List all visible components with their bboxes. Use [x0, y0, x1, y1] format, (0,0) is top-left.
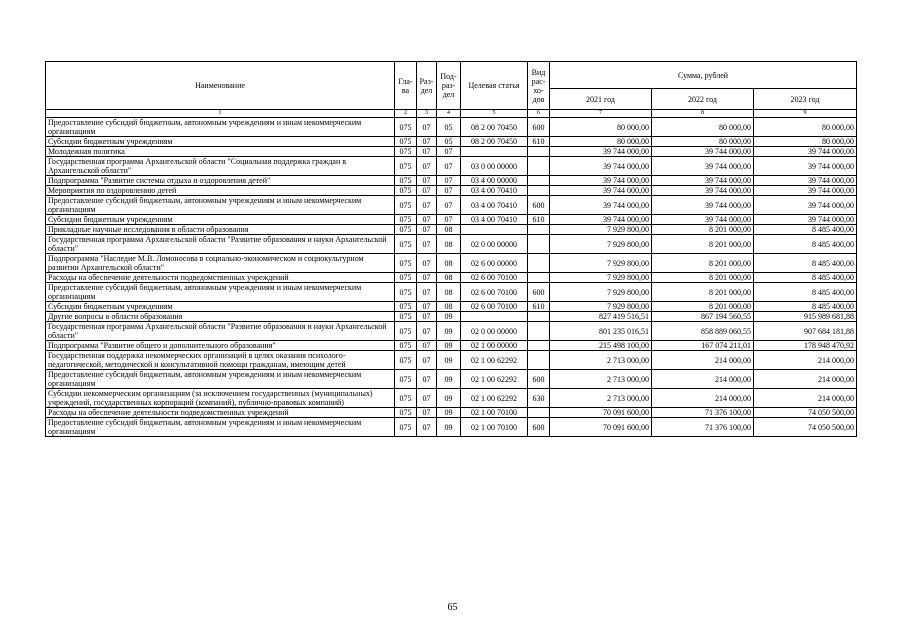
column-number: 1 — [46, 110, 395, 118]
table-row — [46, 273, 857, 283]
cell-amount-2023: 8 485 400,00 — [754, 283, 857, 302]
cell-chapter: 075 — [395, 273, 417, 283]
table-row — [46, 176, 857, 186]
header-year-2022: 2022 год — [652, 89, 754, 110]
cell-chapter: 075 — [395, 322, 417, 341]
cell-amount-2023: 80 000,00 — [754, 137, 857, 147]
cell-target-item: 02 6 00 70100 — [461, 302, 528, 312]
cell-name: Предоставление субсидий бюджетным, автономным учреждениям и иным некоммерческим организациям — [46, 370, 395, 389]
cell-expense-type: 600 — [528, 418, 550, 437]
cell-amount-2023: 39 744 000,00 — [754, 157, 857, 176]
header-year-2023: 2023 год — [754, 89, 857, 110]
cell-section: 07 — [417, 418, 437, 437]
cell-amount-2021: 39 744 000,00 — [550, 196, 652, 215]
cell-subsection: 07 — [437, 176, 461, 186]
cell-section: 07 — [417, 176, 437, 186]
cell-name: Субсидии некоммерческим организациям (за исключением государственных (муниципальных) учреждений, государственных корпораций (компаний), публично-правовых компаний) — [46, 389, 395, 408]
cell-amount-2021: 80 000,00 — [550, 137, 652, 147]
cell-amount-2021: 2 713 000,00 — [550, 389, 652, 408]
cell-section: 07 — [417, 235, 437, 254]
cell-subsection: 05 — [437, 137, 461, 147]
cell-amount-2021: 39 744 000,00 — [550, 176, 652, 186]
table-row — [46, 235, 857, 254]
cell-name: Субсидии бюджетным учреждениям — [46, 137, 395, 147]
cell-name: Субсидии бюджетным учреждениям — [46, 302, 395, 312]
cell-subsection: 09 — [437, 370, 461, 389]
cell-name: Субсидии бюджетным учреждениям — [46, 215, 395, 225]
cell-expense-type — [528, 312, 550, 322]
cell-target-item: 08 2 00 70450 — [461, 118, 528, 137]
cell-chapter: 075 — [395, 176, 417, 186]
cell-subsection: 08 — [437, 302, 461, 312]
cell-amount-2021: 827 419 516,51 — [550, 312, 652, 322]
cell-name: Предоставление субсидий бюджетным, автономным учреждениям и иным некоммерческим организациям — [46, 418, 395, 437]
cell-amount-2022: 8 201 000,00 — [652, 225, 754, 235]
cell-name: Подпрограмма "Развитие общего и дополнительного образования" — [46, 341, 395, 351]
cell-name: Мероприятия по оздоровлению детей — [46, 186, 395, 196]
cell-amount-2022: 71 376 100,00 — [652, 408, 754, 418]
table-row — [46, 186, 857, 196]
cell-expense-type: 610 — [528, 137, 550, 147]
cell-target-item: 02 1 00 62292 — [461, 389, 528, 408]
cell-expense-type — [528, 235, 550, 254]
cell-amount-2023: 214 000,00 — [754, 370, 857, 389]
cell-amount-2022: 867 194 560,55 — [652, 312, 754, 322]
cell-name: Подпрограмма "Развитие системы отдыха и оздоровления детей" — [46, 176, 395, 186]
cell-chapter: 075 — [395, 254, 417, 273]
cell-target-item: 02 6 00 70100 — [461, 283, 528, 302]
cell-amount-2021: 2 713 000,00 — [550, 351, 652, 370]
cell-target-item: 02 0 00 00000 — [461, 235, 528, 254]
cell-amount-2022: 8 201 000,00 — [652, 302, 754, 312]
header-section: Раз-дел — [417, 62, 437, 110]
table-row — [46, 147, 857, 157]
cell-target-item — [461, 312, 528, 322]
cell-chapter: 075 — [395, 196, 417, 215]
table-row — [46, 389, 857, 408]
cell-expense-type — [528, 273, 550, 283]
cell-chapter: 075 — [395, 302, 417, 312]
cell-amount-2022: 214 000,00 — [652, 351, 754, 370]
cell-target-item: 02 1 00 70100 — [461, 408, 528, 418]
table-header — [46, 62, 857, 118]
cell-amount-2021: 7 929 800,00 — [550, 273, 652, 283]
cell-amount-2021: 7 929 800,00 — [550, 302, 652, 312]
cell-target-item: 03 4 00 70410 — [461, 215, 528, 225]
cell-subsection: 07 — [437, 157, 461, 176]
cell-target-item: 02 0 00 00000 — [461, 322, 528, 341]
cell-name: Предоставление субсидий бюджетным, автономным учреждениям и иным некоммерческим организациям — [46, 118, 395, 137]
table-row — [46, 408, 857, 418]
cell-amount-2023: 8 485 400,00 — [754, 225, 857, 235]
header-chapter: Гла-ва — [395, 62, 417, 110]
cell-chapter: 075 — [395, 389, 417, 408]
cell-section: 07 — [417, 302, 437, 312]
table-row — [46, 157, 857, 176]
cell-name: Другие вопросы в области образования — [46, 312, 395, 322]
cell-name: Предоставление субсидий бюджетным, автономным учреждениям и иным некоммерческим организациям — [46, 196, 395, 215]
table-row — [46, 341, 857, 351]
cell-amount-2021: 2 713 000,00 — [550, 370, 652, 389]
header-expense-type: Вид рас-хо-дов — [528, 62, 550, 110]
cell-chapter: 075 — [395, 235, 417, 254]
cell-amount-2023: 39 744 000,00 — [754, 215, 857, 225]
cell-section: 07 — [417, 215, 437, 225]
cell-amount-2021: 70 091 600,00 — [550, 418, 652, 437]
cell-section: 07 — [417, 370, 437, 389]
cell-amount-2021: 801 235 016,51 — [550, 322, 652, 341]
cell-amount-2022: 39 744 000,00 — [652, 176, 754, 186]
cell-target-item: 03 4 00 00000 — [461, 176, 528, 186]
table-row — [46, 118, 857, 137]
cell-amount-2023: 8 485 400,00 — [754, 302, 857, 312]
cell-expense-type — [528, 176, 550, 186]
cell-amount-2022: 80 000,00 — [652, 118, 754, 137]
cell-amount-2023: 178 948 470,92 — [754, 341, 857, 351]
cell-amount-2021: 7 929 800,00 — [550, 254, 652, 273]
cell-chapter: 075 — [395, 118, 417, 137]
cell-subsection: 08 — [437, 283, 461, 302]
cell-amount-2023: 74 050 500,00 — [754, 418, 857, 437]
column-number: 4 — [437, 110, 461, 118]
column-number-row — [46, 110, 857, 118]
cell-name: Расходы на обеспечение деятельности подведомственных учреждений — [46, 273, 395, 283]
cell-section: 07 — [417, 186, 437, 196]
cell-amount-2021: 39 744 000,00 — [550, 147, 652, 157]
cell-amount-2022: 858 889 060,55 — [652, 322, 754, 341]
cell-amount-2022: 8 201 000,00 — [652, 273, 754, 283]
cell-amount-2022: 214 000,00 — [652, 370, 754, 389]
cell-subsection: 09 — [437, 389, 461, 408]
cell-chapter: 075 — [395, 370, 417, 389]
cell-target-item: 03 4 00 70410 — [461, 186, 528, 196]
cell-amount-2021: 70 091 600,00 — [550, 408, 652, 418]
cell-subsection: 08 — [437, 254, 461, 273]
cell-amount-2023: 80 000,00 — [754, 118, 857, 137]
cell-section: 07 — [417, 341, 437, 351]
cell-amount-2022: 39 744 000,00 — [652, 157, 754, 176]
cell-target-item: 02 1 00 62292 — [461, 370, 528, 389]
cell-expense-type: 600 — [528, 370, 550, 389]
column-number: 2 — [395, 110, 417, 118]
cell-expense-type: 610 — [528, 215, 550, 225]
table-row — [46, 254, 857, 273]
cell-target-item: 02 1 00 62292 — [461, 351, 528, 370]
cell-subsection: 09 — [437, 341, 461, 351]
cell-chapter: 075 — [395, 137, 417, 147]
cell-expense-type — [528, 322, 550, 341]
cell-chapter: 075 — [395, 157, 417, 176]
cell-amount-2022: 39 744 000,00 — [652, 186, 754, 196]
cell-amount-2023: 915 989 681,88 — [754, 312, 857, 322]
cell-section: 07 — [417, 225, 437, 235]
page-number: 65 — [447, 602, 458, 613]
cell-amount-2022: 214 000,00 — [652, 389, 754, 408]
cell-expense-type — [528, 225, 550, 235]
cell-amount-2023: 214 000,00 — [754, 351, 857, 370]
cell-amount-2022: 71 376 100,00 — [652, 418, 754, 437]
cell-expense-type: 600 — [528, 196, 550, 215]
cell-chapter: 075 — [395, 147, 417, 157]
cell-target-item — [461, 147, 528, 157]
cell-chapter: 075 — [395, 351, 417, 370]
cell-section: 07 — [417, 254, 437, 273]
cell-name: Государственная программа Архангельской области "Социальная поддержка граждан в Архангельской области" — [46, 157, 395, 176]
cell-amount-2022: 39 744 000,00 — [652, 147, 754, 157]
cell-amount-2021: 7 929 800,00 — [550, 235, 652, 254]
cell-amount-2023: 907 684 181,88 — [754, 322, 857, 341]
cell-amount-2022: 167 074 211,01 — [652, 341, 754, 351]
header-year-2021: 2021 год — [550, 89, 652, 110]
cell-amount-2023: 8 485 400,00 — [754, 235, 857, 254]
cell-section: 07 — [417, 322, 437, 341]
table-row — [46, 225, 857, 235]
cell-subsection: 08 — [437, 273, 461, 283]
cell-expense-type — [528, 351, 550, 370]
cell-name: Предоставление субсидий бюджетным, автономным учреждениям и иным некоммерческим организациям — [46, 283, 395, 302]
cell-chapter: 075 — [395, 215, 417, 225]
cell-section: 07 — [417, 118, 437, 137]
cell-amount-2021: 7 929 800,00 — [550, 283, 652, 302]
cell-amount-2023: 214 000,00 — [754, 389, 857, 408]
cell-subsection: 09 — [437, 322, 461, 341]
cell-amount-2022: 8 201 000,00 — [652, 254, 754, 273]
cell-section: 07 — [417, 389, 437, 408]
cell-expense-type — [528, 341, 550, 351]
table-row — [46, 196, 857, 215]
cell-amount-2021: 39 744 000,00 — [550, 186, 652, 196]
cell-expense-type — [528, 254, 550, 273]
header-name: Наименование — [46, 62, 395, 110]
cell-section: 07 — [417, 408, 437, 418]
table-row — [46, 302, 857, 312]
cell-amount-2023: 8 485 400,00 — [754, 273, 857, 283]
column-number: 9 — [754, 110, 857, 118]
cell-chapter: 075 — [395, 225, 417, 235]
cell-amount-2023: 39 744 000,00 — [754, 176, 857, 186]
cell-subsection: 08 — [437, 235, 461, 254]
cell-name: Государственная поддержка некоммерческих организаций в целях оказания психолого-педагогической, методической и консультативной помощи гражданам, имеющим детей — [46, 351, 395, 370]
cell-name: Расходы на обеспечение деятельности подведомственных учреждений — [46, 408, 395, 418]
cell-amount-2023: 39 744 000,00 — [754, 186, 857, 196]
cell-expense-type — [528, 186, 550, 196]
cell-expense-type: 610 — [528, 302, 550, 312]
header-subsection: Под-раз-дел — [437, 62, 461, 110]
cell-chapter: 075 — [395, 341, 417, 351]
cell-amount-2023: 39 744 000,00 — [754, 196, 857, 215]
cell-subsection: 09 — [437, 351, 461, 370]
cell-amount-2021: 215 498 100,00 — [550, 341, 652, 351]
cell-section: 07 — [417, 147, 437, 157]
cell-subsection: 07 — [437, 196, 461, 215]
cell-subsection: 07 — [437, 186, 461, 196]
cell-name: Молодежная политика — [46, 147, 395, 157]
cell-subsection: 09 — [437, 312, 461, 322]
cell-chapter: 075 — [395, 408, 417, 418]
cell-expense-type: 600 — [528, 118, 550, 137]
cell-target-item: 02 1 00 00000 — [461, 341, 528, 351]
cell-name: Государственная программа Архангельской области "Развитие образования и науки Архангельской области" — [46, 322, 395, 341]
cell-name: Подпрограмма "Наследие М.В. Ломоносова в социально-экономическом и социокультурном развитии Архангельской области" — [46, 254, 395, 273]
column-number: 5 — [461, 110, 528, 118]
cell-section: 07 — [417, 273, 437, 283]
budget-table — [45, 61, 857, 437]
cell-expense-type: 630 — [528, 389, 550, 408]
cell-subsection: 09 — [437, 408, 461, 418]
cell-amount-2023: 39 744 000,00 — [754, 147, 857, 157]
cell-target-item: 02 1 00 70100 — [461, 418, 528, 437]
cell-chapter: 075 — [395, 186, 417, 196]
cell-section: 07 — [417, 351, 437, 370]
table-row — [46, 322, 857, 341]
cell-amount-2021: 80 000,00 — [550, 118, 652, 137]
table-row — [46, 418, 857, 437]
cell-amount-2022: 8 201 000,00 — [652, 235, 754, 254]
cell-name: Прикладные научные исследования в области образования — [46, 225, 395, 235]
cell-subsection: 09 — [437, 418, 461, 437]
cell-section: 07 — [417, 137, 437, 147]
cell-amount-2021: 7 929 800,00 — [550, 225, 652, 235]
cell-target-item: 02 6 00 70100 — [461, 273, 528, 283]
cell-amount-2022: 39 744 000,00 — [652, 215, 754, 225]
table-row — [46, 137, 857, 147]
cell-target-item: 03 4 00 70410 — [461, 196, 528, 215]
cell-section: 07 — [417, 196, 437, 215]
table-row — [46, 370, 857, 389]
cell-expense-type — [528, 157, 550, 176]
table-row — [46, 283, 857, 302]
cell-amount-2021: 39 744 000,00 — [550, 215, 652, 225]
cell-target-item: 02 6 00 00000 — [461, 254, 528, 273]
table-row — [46, 351, 857, 370]
column-number: 7 — [550, 110, 652, 118]
cell-target-item — [461, 225, 528, 235]
cell-section: 07 — [417, 312, 437, 322]
cell-expense-type: 600 — [528, 283, 550, 302]
cell-subsection: 07 — [437, 147, 461, 157]
cell-expense-type — [528, 147, 550, 157]
table-body — [46, 118, 857, 437]
cell-section: 07 — [417, 283, 437, 302]
cell-amount-2022: 39 744 000,00 — [652, 196, 754, 215]
column-number: 8 — [652, 110, 754, 118]
header-target-item: Целевая статья — [461, 62, 528, 110]
cell-chapter: 075 — [395, 312, 417, 322]
column-number: 3 — [417, 110, 437, 118]
cell-amount-2022: 8 201 000,00 — [652, 283, 754, 302]
cell-amount-2023: 74 050 500,00 — [754, 408, 857, 418]
cell-chapter: 075 — [395, 418, 417, 437]
cell-chapter: 075 — [395, 283, 417, 302]
cell-expense-type — [528, 408, 550, 418]
cell-subsection: 07 — [437, 215, 461, 225]
cell-target-item: 03 0 00 00000 — [461, 157, 528, 176]
cell-target-item: 08 2 00 70450 — [461, 137, 528, 147]
cell-subsection: 05 — [437, 118, 461, 137]
cell-section: 07 — [417, 157, 437, 176]
header-amount: Сумма, рублей — [550, 62, 857, 89]
cell-amount-2022: 80 000,00 — [652, 137, 754, 147]
table-row — [46, 215, 857, 225]
table-row — [46, 312, 857, 322]
cell-amount-2021: 39 744 000,00 — [550, 157, 652, 176]
cell-name: Государственная программа Архангельской области "Развитие образования и науки Архангельской области" — [46, 235, 395, 254]
column-number: 6 — [528, 110, 550, 118]
cell-amount-2023: 8 485 400,00 — [754, 254, 857, 273]
cell-subsection: 08 — [437, 225, 461, 235]
